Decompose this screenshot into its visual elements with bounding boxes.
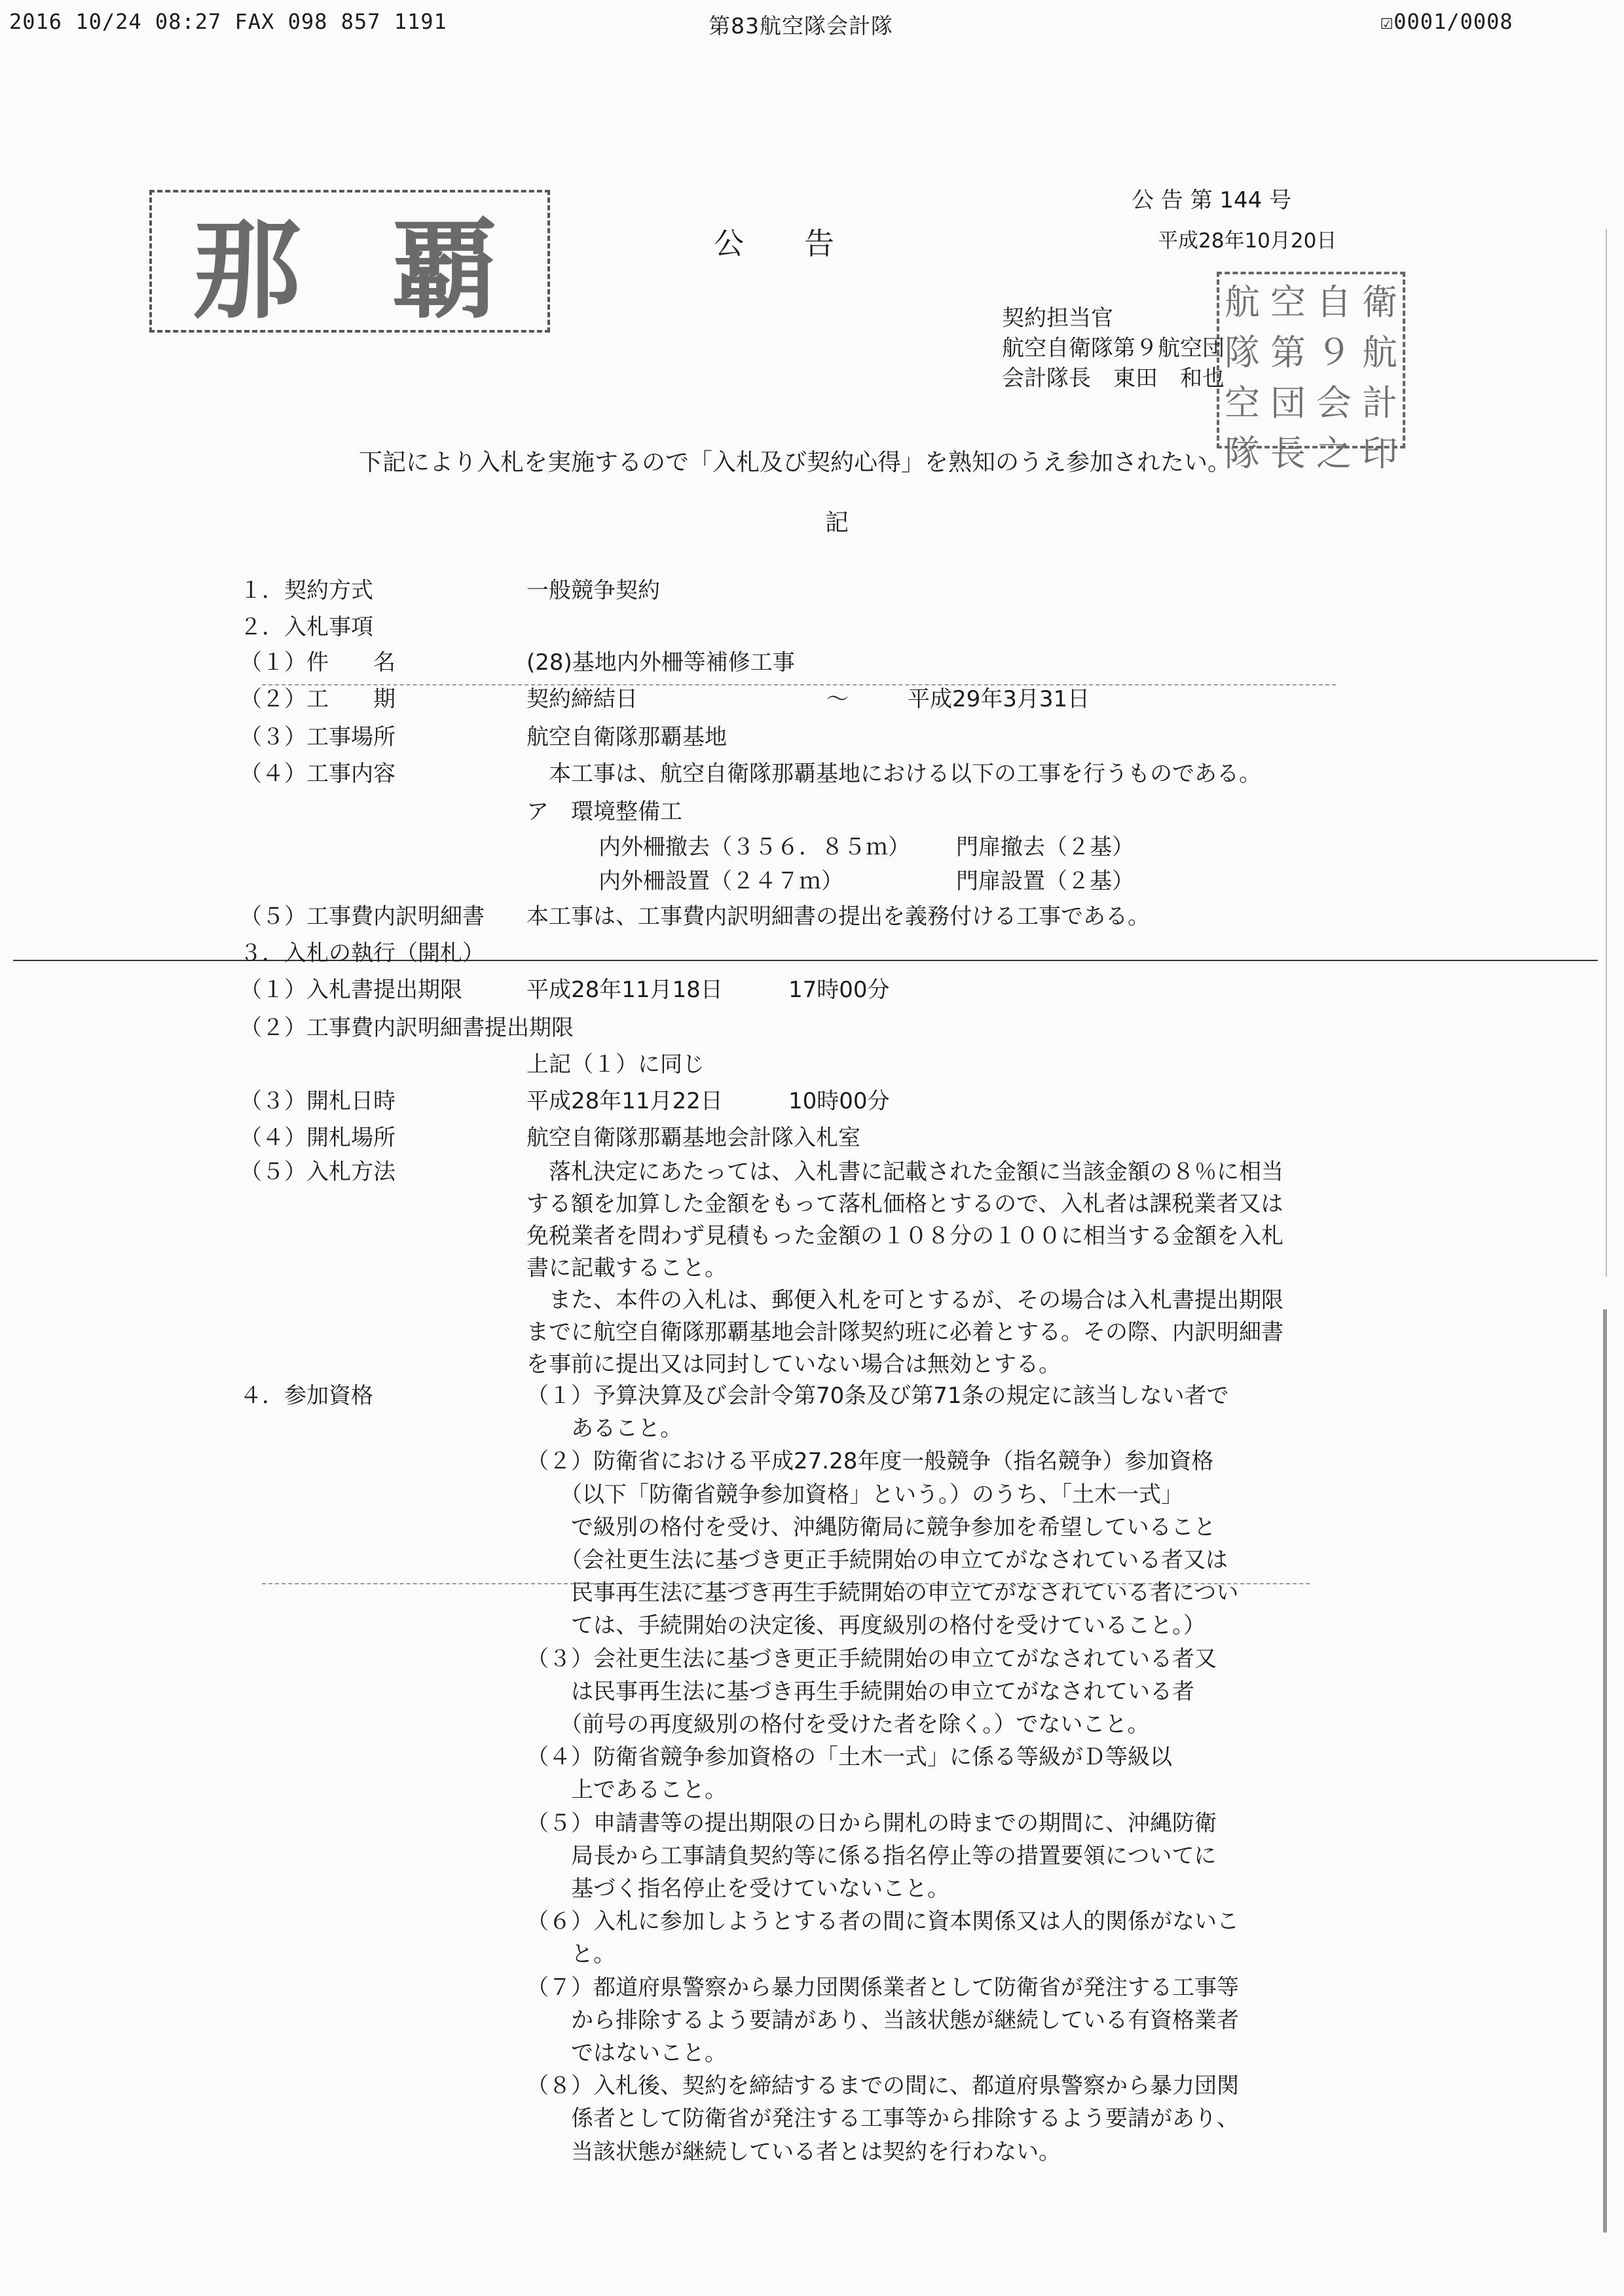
qualification-line: （２）防衛省における平成27.28年度一般競争（指名競争）参加資格 [526,1448,1214,1475]
method-line: 書に記載すること。 [526,1255,727,1281]
qualification-line: （４）防衛省競争参加資格の「土木一式」に係る等級がＤ等級以 [526,1744,1172,1771]
section4-label: ４．参加資格 [240,1383,373,1409]
qualification-line: （会社更生法に基づき更正手続開始の申立てがなされている者又は [526,1547,1228,1573]
qualification-line: 当該状態が継続している者とは契約を行わない。 [526,2138,1061,2165]
qualification-line: （５）申請書等の提出期限の日から開札の時までの期間に、沖縄防衛 [526,1810,1217,1836]
row-period-label: （２）工 期 [240,686,396,712]
official-role: 契約担当官 [1002,305,1113,331]
row-breakdown-value: 本工事は、工事費内訳明細書の提出を義務付ける工事である。 [526,903,1150,930]
notice-number: 公 告 第 144 号 [1132,187,1292,213]
section3-label: ３．入札の執行（開札） [240,940,485,966]
qualification-line: は民事再生法に基づき再生手続開始の申立てがなされている者 [526,1678,1194,1705]
notice-date: 平成28年10月20日 [1158,229,1337,253]
row-period-end: 平成29年3月31日 [908,686,1090,712]
exec-breakdown-value: 上記（１）に同じ [526,1051,705,1078]
exec-breakdown-label: （２）工事費内訳明細書提出期限 [240,1015,574,1041]
exec-deadline-date: 平成28年11月18日 [526,977,723,1003]
seal-char: 第 [1270,332,1306,373]
intro-sentence: 下記により入札を実施するので「入札及び契約心得」を熟知のうえ参加されたい。 [359,449,1232,476]
exec-opening-label: （３）開札日時 [240,1088,396,1114]
method-line: までに航空自衛隊那覇基地会計隊契約班に必着とする。その際、内訳明細書 [526,1319,1283,1345]
seal-char: 隊 [1225,433,1260,474]
qualification-line: あること。 [526,1415,682,1442]
exec-deadline-label: （１）入札書提出期限 [240,977,462,1003]
scan-edge-light [1606,229,1607,1277]
seal-char: 会 [1316,382,1352,424]
page-title: 公 告 [714,226,834,261]
content-sub1-b: 門扉撤去（２基） [956,834,1134,860]
seal-char: 印 [1362,433,1397,474]
fax-header-left: 2016 10/24 08:27 FAX 098 857 1191 [9,9,447,34]
section2-label: ２．入札事項 [240,614,373,640]
content-sub1-a: 内外柵撤去（３５６．８５ｍ） [599,834,910,860]
method-line: を事前に提出又は同封していない場合は無効とする。 [526,1351,1061,1377]
seal-char: 長 [1270,433,1306,474]
qualification-line: 民事再生法に基づき再生手続開始の申立てがなされている者につい [526,1580,1239,1607]
qualification-line: ではないこと。 [526,2040,727,2066]
seal-char: 航 [1225,282,1260,323]
qualification-line: と。 [526,1941,616,1968]
qualification-line: 上であること。 [526,1777,727,1804]
qualification-line: から排除するよう要請があり、当該状態が継続している有資格業者 [526,2007,1239,2033]
fax-header-page: ☑0001/0008 [1380,9,1513,34]
content-sub2-b: 門扉設置（２基） [956,868,1134,894]
official-seal [1217,272,1405,474]
seal-char: 空 [1225,382,1260,424]
qualification-line: 係者として防衛省が発注する工事等から排除するよう要請があり、 [526,2105,1239,2132]
seal-char: 空 [1270,282,1306,323]
section1-label: １．契約方式 [240,577,373,604]
row-site-label: （３）工事場所 [240,724,396,750]
content-sub2-a: 内外柵設置（２４７ｍ） [599,868,843,894]
scan-edge-dark [1603,1309,1607,2232]
qualification-line: （６）入札に参加しようとする者の間に資本関係又は人的関係がないこ [526,1908,1239,1935]
section1-value: 一般競争契約 [526,577,660,604]
official-name: 会計隊長 東田 和也 [1002,365,1225,392]
seal-char: 衛 [1362,282,1397,323]
qualification-line: （８）入札後、契約を締結するまでの間に、都道府県警察から暴力団関 [526,2073,1239,2100]
exec-place-label: （４）開札場所 [240,1125,396,1151]
method-line: 落札決定にあたっては、入札書に記載された金額に当該金額の８％に相当 [526,1159,1283,1185]
seal-char: 団 [1270,382,1306,424]
row-period-tilde: ～ [826,686,849,712]
exec-place-value: 航空自衛隊那覇基地会計隊入札室 [526,1125,860,1151]
row-breakdown-label: （５）工事費内訳明細書 [240,903,485,930]
method-line: また、本件の入札は、郵便入札を可とするが、その場合は入札書提出期限 [526,1287,1283,1313]
ki-marker: 記 [825,509,849,536]
seal-char: 計 [1362,382,1397,424]
row-period-start: 契約締結日 [526,686,638,712]
qualification-line: （１）予算決算及び会計令第70条及び第71条の規定に該当しない者で [526,1383,1229,1409]
seal-char: 之 [1316,433,1352,474]
qualification-line: ては、手続開始の決定後、再度級別の格付を受けていること。） [526,1613,1206,1639]
qualification-line: 局長から工事請負契約等に係る指名停止等の措置要領についてに [526,1842,1217,1869]
seal-char: 隊 [1225,332,1260,373]
city-seal [149,190,550,333]
qualification-line: （７）都道府県警察から暴力団関係業者として防衛省が発注する工事等 [526,1974,1239,2001]
method-line: 免税業者を問わず見積もった金額の１０８分の１００に相当する金額を入札 [526,1223,1283,1249]
method-line: する額を加算した金額をもって落札価格とするので、入札者は課税業者又は [526,1191,1283,1217]
seal-char: ９ [1316,332,1352,373]
exec-method-label: （５）入札方法 [240,1159,396,1185]
row-name-label: （１）件 名 [240,649,396,676]
content-sub-title: ア 環境整備工 [526,799,682,825]
exec-deadline-time: 17時00分 [788,977,890,1003]
fax-header-center: 第83航空隊会計隊 [709,13,893,39]
qualification-line: （前号の再度級別の格付を受けた者を除く。）でないこと。 [526,1711,1150,1738]
row-name-value: (28)基地内外柵等補修工事 [526,649,795,676]
row-content-value: 本工事は、航空自衛隊那覇基地における以下の工事を行うものである。 [549,761,1261,787]
row-content-label: （４）工事内容 [240,761,396,787]
row-site-value: 航空自衛隊那覇基地 [526,724,727,750]
qualification-line: （３）会社更生法に基づき更正手続開始の申立てがなされている者又 [526,1645,1217,1672]
seal-char: 覇 [390,206,507,333]
qualification-line: で級別の格付を受け、沖縄防衛局に競争参加を希望していること [526,1514,1216,1540]
scan-line [262,684,1336,685]
qualification-line: 基づく指名停止を受けていないこと。 [526,1876,950,1902]
seal-char: 航 [1362,332,1397,373]
exec-opening-date: 平成28年11月22日 [526,1088,723,1114]
qualification-line: （以下「防衛省競争参加資格」という。）のうち、「土木一式」 [526,1481,1183,1508]
seal-char: 自 [1316,282,1352,323]
official-org: 航空自衛隊第９航空団 [1002,335,1225,361]
seal-char: 那 [193,206,309,333]
exec-opening-time: 10時00分 [788,1088,890,1114]
